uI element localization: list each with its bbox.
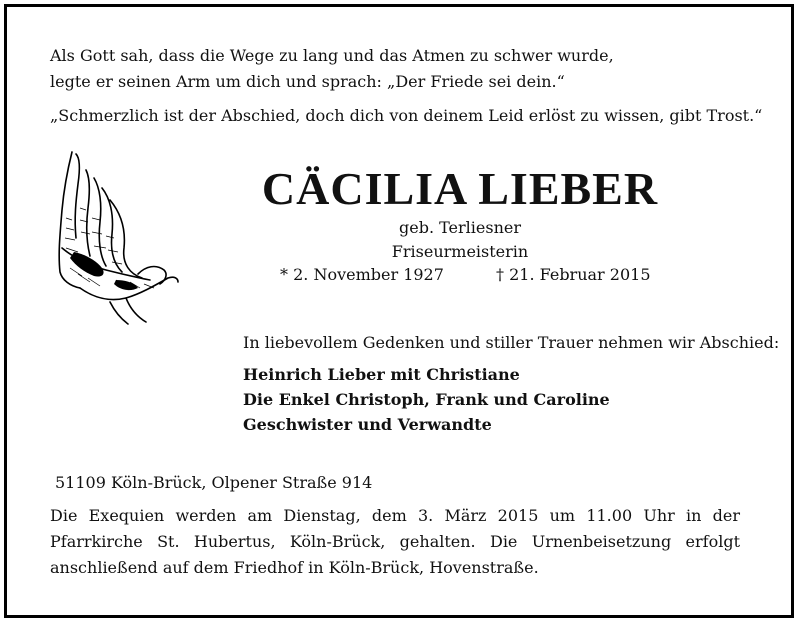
quote-line-1: Als Gott sah, dass die Wege zu lang und das Atmen zu schwer wurde, (50, 46, 614, 65)
praying-hands-icon (50, 148, 180, 326)
birth-date: * 2. November 1927 (280, 265, 444, 284)
quote-line-3: „Schmerzlich ist der Abschied, doch dich von deinem Leid erlöst zu wissen, gibt Trost.“ (50, 106, 763, 125)
mourner-name: Heinrich Lieber mit Christiane (243, 365, 520, 384)
profession: Friseurmeisterin (391, 242, 529, 261)
quote-line-2: legte er seinen Arm um dich und sprach: „Der Friede sei dein.“ (50, 72, 565, 91)
service-details: Die Exequien werden am Dienstag, dem 3. März 2015 um 11.00 Uhr in der Pfarrkirche St. Hubertus, Köln-Brück, gehalten. Die Urnenbeisetzung erfolgt anschließend auf dem Friedhof in Köln-Brück, Hovenstraße. (50, 506, 740, 577)
mourner-name: Geschwister und Verwandte (243, 415, 492, 434)
mourners-intro: In liebevollem Gedenken und stiller Trauer nehmen wir Abschied: (243, 333, 780, 352)
mourner-name: Die Enkel Christoph, Frank und Caroline (243, 390, 610, 409)
deceased-name: CÄCILIA LIEBER (261, 163, 659, 214)
address: 51109 Köln-Brück, Olpener Straße 914 (55, 473, 373, 492)
death-date: † 21. Februar 2015 (496, 265, 651, 284)
maiden-name: geb. Terliesner (398, 218, 521, 237)
